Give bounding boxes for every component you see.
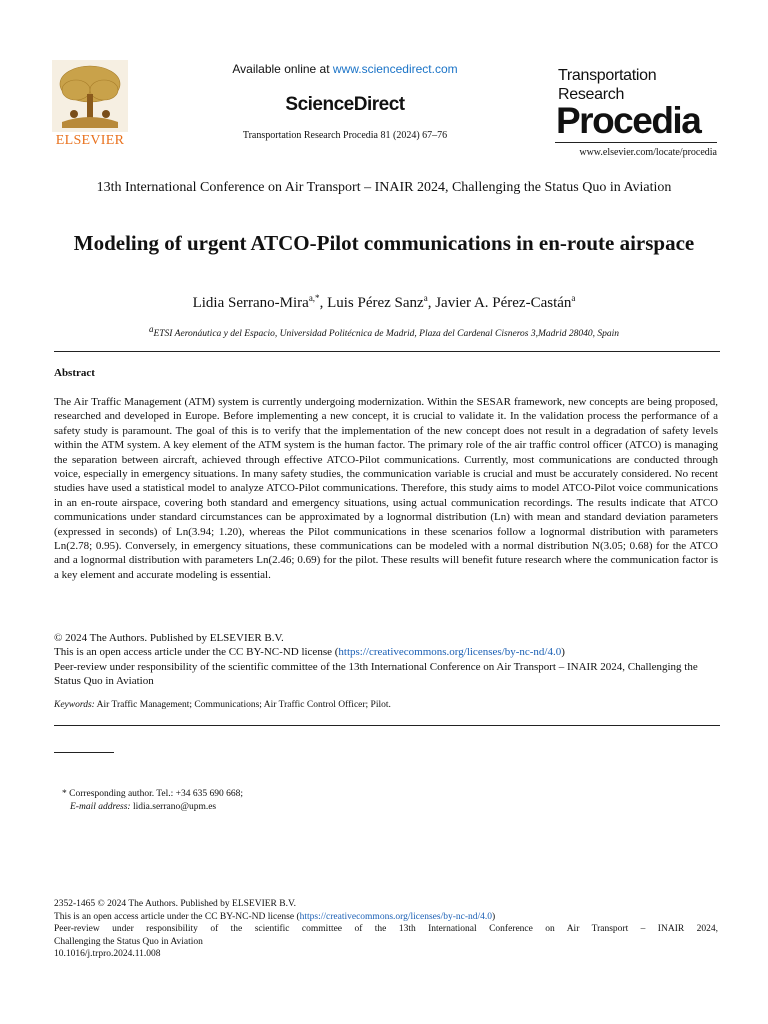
abstract-bottom-rule [54,725,720,726]
journal-url-link[interactable]: www.elsevier.com/locate/procedia [579,147,717,158]
conference-line: 13th International Conference on Air Transport – INAIR 2024, Challenging the Status Quo in Aviation [96,180,672,195]
author-name: Luis Pérez Sanz [327,295,424,311]
abstract-body: The Air Traffic Management (ATM) system is currently undergoing modernization. Within the SESAR framework, new concepts are being proposed, researched and developed in Europe. Before implementing a new concept, it is crucial to validate it. In the validation process the performance of a safety study is paramount. The goal of this is to verify that the implementation of the new concept does not result in a degradation of safety levels within the ATM system. A key element of the ATM system is the human factor. The primary role of the air traffic control officer (ATCO) is managing the separation between aircraft, achieved through effective ATCO-Pilot communications. Currently, most communications are conducted through voice, especially in emergency situations. In many safety studies, the communication variable is crucial and must be accurately considered. No recent studies have used a statistical model to analyze ATCO-Pilot communications. Therefore, this study aims to model ATCO-Pilot voice communications in an en-route airspace, covering both standard and emergency situations, using actual communication recordings. The results indicate that ATCO communications under standard circumstances can be approximated by a lognormal distribution (Ln) with mean and standard deviation parameters (expressed in seconds) of Ln(3.94; 1.20), whereas the Pilot communications in these scenarios follow a lognormal distribution with parameters Ln(2.78; 0.95). Conversely, in emergency situations, these communications can be modeled with a normal distribution N(3.05; 0.68) for the ATCO and a lognormal distribution with parameters Ln(2.46; 0.69) for the pilot. These results will benefit future research where the communication factor is a key element and accurate modeling is essential. [54,396,718,581]
footer-peer-review-line1: Peer-review under responsibility of the scientific committee of the 13th International Conference on Air Transport – INAIR 2024, [54,924,718,935]
keywords-label: Keywords: [54,700,95,710]
open-access-prefix: This is an open access article under the CC BY-NC-ND license ( [54,646,339,659]
email-line [62,801,662,814]
open-access-suffix: ) [561,646,565,659]
footer-license-link[interactable]: https://creativecommons.org/licenses/by-nc-nd/4.0 [299,911,493,922]
journal-name-line2: Research [558,86,625,103]
footer-open-access-prefix: This is an open access article under the CC BY-NC-ND license ( [54,911,300,922]
abstract-top-rule [54,351,720,352]
keywords-line [54,700,718,710]
affiliation [50,324,718,339]
footer-open-access-line [54,911,718,924]
author-affil-marker: a [571,293,576,303]
open-access-line [54,645,718,659]
sciencedirect-wordmark: ScienceDirect [285,94,405,115]
author-name: Javier A. Pérez-Castán [435,295,572,311]
journal-brand [555,62,717,158]
available-online-line [180,62,510,76]
author-separator: , [319,295,328,311]
author-affil-marker: a,* [308,293,320,303]
author-affil-marker: a [423,293,428,303]
elsevier-logo [52,60,128,152]
available-prefix: Available online at [232,62,333,76]
issn-line: 2352-1465 © 2024 The Authors. Published by ELSEVIER B.V. [54,899,296,909]
license-link[interactable]: https://creativecommons.org/licenses/by-nc-nd/4.0 [338,646,562,659]
sciencedirect-link[interactable]: www.sciencedirect.com [332,62,458,76]
license-block [54,631,718,688]
footer-open-access-suffix: ) [492,911,496,922]
page-footer [54,898,718,961]
author-name: Lidia Serrano-Mira [192,295,309,311]
journal-name-line1: Transportation [558,67,657,84]
affiliation-marker: a [148,324,154,334]
affiliation-text: ETSI Aeronáutica y del Espacio, Universidad Politécnica de Madrid, Plaza del Cardenal Cisneros 3,Madrid 28040, Spain [153,329,620,340]
author-list [50,293,718,312]
keywords-text: Air Traffic Management; Communications; Air Traffic Control Officer; Pilot. [94,700,391,710]
copyright-line: © 2024 The Authors. Published by ELSEVIER B.V. [54,632,284,644]
footnote-rule [54,752,114,753]
email-label: E-mail address: [70,802,131,812]
elsevier-tree-icon [52,60,128,132]
journal-citation: Transportation Research Procedia 81 (2024) 67–76 [242,130,448,141]
author-separator: , [427,295,436,311]
paper-title: Modeling of urgent ATCO-Pilot communications in en-route airspace [73,231,695,255]
footer-peer-review-line2: Challenging the Status Quo in Aviation [54,936,203,947]
corresponding-footnote [62,788,662,814]
peer-review-line: Peer-review under responsibility of the scientific committee of the 13th International Conference on Air Transport – INAIR 2024, Challenging the Status Quo in Aviation [54,660,698,687]
elsevier-wordmark: ELSEVIER [55,133,125,148]
journal-name-procedia: Procedia [556,100,701,141]
doi-line[interactable]: 10.1016/j.trpro.2024.11.008 [54,949,161,960]
abstract-heading: Abstract [54,367,95,379]
journal-brand-divider [555,142,717,143]
corresponding-author-line: * Corresponding author. Tel.: +34 635 690 668; [62,789,244,799]
email-address[interactable]: lidia.serrano@upm.es [130,802,217,812]
